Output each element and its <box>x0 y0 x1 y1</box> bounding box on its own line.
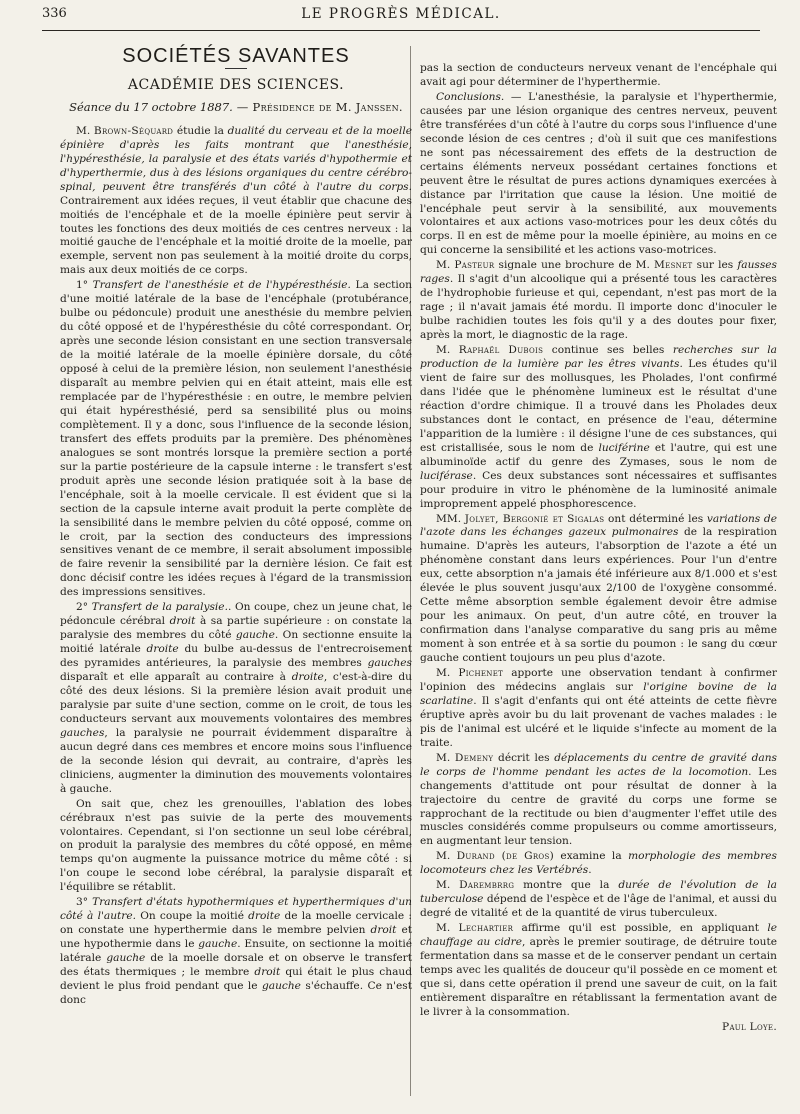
paper-title: l'origine bovine de la scarlatine <box>420 680 777 707</box>
page-header <box>42 4 760 26</box>
author-name: Brown-Séquard <box>93 124 174 137</box>
paragraph: On sait que, chez les grenouilles, l'ablation des lobes cérébraux n'est pas suivie de la perte des mouvements volontaires. Cependant, si l'on sectionne un seul lobe cérébral, on produit la paralysie des membres du côté opposé, en même temps qu'on augmente la puissance motrice du même côté : si l'on coupe le second lobe cérébral, la paralysie disparaît et l'équilibre se rétablit. <box>60 797 412 894</box>
header-rule <box>42 30 760 31</box>
paragraph: 1° Transfert de l'anesthésie et de l'hypéresthésie. La section d'une moitié latérale de la base de l'encéphale (protubérance, bulbe ou pédoncule) produit une anesthésie du membre pelvien du côté opposé et de l'hypéresthésie du côté correspondant. Or, après une seconde lésion consistant en une section transversale de la moitié latérale de la moelle épinière dorsale, du côté opposé à celui de la première lésion, non seulement l'anesthésie disparaît au membre pelvien qui en était atteint, mais elle est remplacée par de l'hypéresthésie : en outre, le membre pelvien qui était hypéresthésié, perd sa sensibilité plus ou moins complètement. Il y a donc, sous l'influence de la seconde lésion, transfert des effets produits par la première. Des phénomènes analogues se sont montrés lorsque la première section a porté sur la partie postérieure de la capsule interne : le transfert s'est produit après une seconde lésion pratiquée soit à la base de l'encéphale, soit à la moelle cervicale. Il est évident que si la section de la capsule interne avait produit la perte complète de la sensibilité dans le membre pelvien du côté opposé, comme on le croit, par la section des conducteurs des impressions sensitives venant de ce membre, il serait absolument impossible de faire revenir la sensibilité par la dernière lésion. Ce fait est donc décisif contre les idées reçues à l'égard de la transmission des impressions sensitives. <box>60 279 412 599</box>
left-column <box>60 42 412 1009</box>
presidence: — Présidence de M. Janssen. <box>232 99 403 114</box>
signature-line <box>420 1021 777 1035</box>
author-name: Mesnet <box>654 259 693 272</box>
author-name: Pichenet <box>458 666 504 679</box>
academy-heading: ACADÉMIE DES SCIENCES. <box>127 76 345 93</box>
author-name: Raphaël Dubois <box>458 344 544 357</box>
paragraph: 2° Transfert de la paralysie.. On coupe, chez un jeune chat, le pédoncule cérébral droit à sa partie supérieure : on constate la paralysie des membres du côté gauche. On sectionne ensuite la moitié latérale droite du bulbe au-dessus de l'entrecroisement des pyramides antérieures, la paralysie des membres gauches disparaît et elle apparaît au contraire à droite, c'est-à-dire du côté des deux lésions. Si la première lésion avait produit une paralysie par suite d'une section, comme on le croit, de tous les conducteurs servant aux mouvements volontaires des membres gauches, la paralysie ne pourrait évidemment disparaître à aucun degré dans ces membres et encore moins sous l'influence de la seconde lésion qui devrait, au contraire, d'après les cliniciens, augmenter la diminution des mouvements volontaires à gauche. <box>60 601 413 795</box>
paper-title: durée de l'évolution de la tuberculose <box>420 879 777 906</box>
paragraph: M. Darembrrg montre que la durée de l'évolution de la tuberculose dépend de l'espèce et de l'âge de l'animal, et aussi du degré de vitalité et de la quantité de virus tuberculeux. <box>420 879 777 920</box>
subsection-title: Transfert d'états hypothermiques et hyperthermiques d'un côté à l'autre. <box>60 896 413 923</box>
author-name: Lechartier <box>458 922 514 935</box>
paper-title: fausses rages <box>420 259 777 286</box>
signature: Paul Loye. <box>722 1020 777 1033</box>
paragraph: Conclusions. — L'anesthésie, la paralysie et l'hyperthermie, causées par une lésion organique des centres nerveux, peuvent être transférées d'un côté à l'autre du corps sous l'influence d'une seconde lésion de ces centres ; d'où il suit que ces manifestions ne sont pas nécessairement des effets de la destruction de certains éléments nerveux possédant certaines fonctions et peuvent être le résultat de pures actions dynamiques exercées à distance par l'irritation que cause la lésion. Une moitié de l'encéphale peut servir à la sensibilité, aux mouvements volontaires et aux actions vaso-motrices pour les deux côtés du corps. Il en est de même pour la moelle épinière, au moins en ce qui concerne la sensibilité et les actions vaso-motrices. <box>420 90 777 257</box>
paragraph: M. Pichenet apporte une observation tendant à confirmer l'opinion des médecins anglais sur l'origine bovine de la scarlatine. Il s'agit d'enfants qui ont été atteints de cette fièvre éruptive après avoir bu du lait provenant de vaches malades : le pis de l'animal est ulcéré et le liquide s'infecte au moment de la traite. <box>420 666 777 749</box>
subsection-title: Conclusions. <box>436 90 505 103</box>
author-name: Jolyet, Bergonié et Sigalas <box>464 512 605 525</box>
paragraph: M. Brown-Séquard étudie la dualité du cerveau et de la moelle épinière d'après les faits montrant que l'anesthésie, l'hypéresthésie, la paralysie et des états variés d'hypothermie et d'hyperthermie, dus à des lésions organiques du centre cérébro-spinal, peuvent être transférés d'un côté à l'autre du corps. Contrairement aux idées reçues, il veut établir que chacune des moitiés de l'encéphale et de la moelle épinière peut servir à toutes les fonctions des deux moitiés de ces centres nerveux : la moitié gauche de l'encéphale et la moitié droite de la moelle, par exemple, servent non pas seulement à la moitié droite du corps, mais aux deux moitiés de ce corps. <box>60 124 412 277</box>
paper-title: le chauffage au cidre <box>420 922 777 949</box>
section-title: SOCIÉTÉS SAVANTES <box>122 45 350 67</box>
author-name: Pasteur <box>454 259 495 272</box>
author-name: Darembrrg <box>459 879 515 892</box>
paper-title: déplacements du centre de gravité dans le corps de l'homme pendant les actes de la locomotion <box>420 751 777 778</box>
paper-title: variations de l'azote dans les échanges gazeux pulmonaires <box>420 512 777 539</box>
paragraph: M. Pasteur signale une brochure de M. Mesnet sur les fausses rages. Il s'agit d'un alcoolique qui a présenté tous les caractères de l'hydrophobie furieuse et qui, cependant, n'est pas mort de la rage ; il n'avait jamais été mordu. Il importe donc d'inoculer le bulbe rachidien toutes les fois qu'il y a des doutes pour fixer, après la mort, le diagnostic de la rage. <box>420 259 777 342</box>
paragraph: M. Raphaël Dubois continue ses belles recherches sur la production de la lumière par les êtres vivants. Les études qu'il vient de faire sur des mollusques, les Pholades, l'ont confirmé dans l'idée que le phénomène lumineux est le résultat d'une réaction d'ordre chimique. Il a trouvé dans les Pholades deux substances dont le contact, en présence de l'eau, détermine l'apparition de la lumière : il désigne l'une de ces substances, qui est cristallisée, sous le nom de luciférine et l'autre, qui est une albuminoïde actif du genre des Zymases, sous le nom de luciférase. Ces deux substances sont nécessaires et suffisantes pour produire in vitro le phénomène de la luminosité animale improprement appelé phosphorescence. <box>420 344 777 510</box>
author-name: Durand (de Gros) <box>456 850 554 863</box>
running-title: LE PROGRÈS MÉDICAL. <box>301 6 501 22</box>
page-number: 336 <box>42 6 67 21</box>
session-line <box>60 101 412 115</box>
paper-title: recherches sur la production de la lumière par les êtres vivants <box>420 344 777 371</box>
paragraph: M. Durand (de Gros) examine la morphologie des membres locomoteurs chez les Vertébrés. <box>420 850 777 877</box>
paragraph: M. Lechartier affirme qu'il est possible, en appliquant le chauffage au cidre, après le premier soutirage, de détruire toute fermentation dans sa masse et de le conserver pendant un certain temps avec les qualités de douceur qu'il possède en ce moment et que si, dans cette opération il prend une saveur de cuit, on la fait entièrement disparaître en rétablissant la fermentation avant de le livrer à la consommation. <box>420 922 777 1018</box>
paragraph: MM. Jolyet, Bergonié et Sigalas ont déterminé les variations de l'azote dans les échanges gazeux pulmonaires de la respiration humaine. D'après les auteurs, l'absorption de l'azote a été un phénomène constant dans leurs expériences. Pour l'un d'entre eux, cette absorption n'a jamais été inférieure aux 8/1.000 et s'est élevée le plus souvent jusqu'aux 2/100 de l'oxygène consommé. Cette même absorption semble également devoir être admise pour les animaux. On peut, d'un autre côté, en trouver la confirmation dans l'analyse comparative du sang pris au même moment à son entrée et à sa sortie du poumon : le sang du cœur gauche contient toujours un peu plus d'azote. <box>420 512 777 665</box>
session-date: Séance du 17 octobre 1887. <box>69 99 233 114</box>
author-name: Demeny <box>454 751 494 764</box>
paragraph: pas la section de conducteurs nerveux venant de l'encéphale qui avait agi pour déterminer de l'hyperthermie. <box>420 62 777 88</box>
right-column <box>420 62 777 1036</box>
paper-title: dualité du cerveau et de la moelle épinière d'après les faits montrant que l'anesthésie, l'hypéresthésie, la paralysie et des états variés d'hypothermie et d'hyperthermie, dus à des lésions organiques du centre cérébro-spinal, peuvent être transférés d'un côté à l'autre du corps. <box>60 124 412 193</box>
subsection-title: Transfert de la paralysie. <box>91 601 228 614</box>
paragraph: M. Demeny décrit les déplacements du centre de gravité dans le corps de l'homme pendant les actes de la locomotion. Les changements d'attitude ont pour résultat de donner à la trajectoire du centre de gravité du corps une forme se rapprochant de la rectitude ou bien d'augmenter l'effet utile des muscles considérés comme propulseurs ou comme amortisseurs, en augmentant leur tension. <box>420 751 777 848</box>
paragraph: 3° Transfert d'états hypothermiques et hyperthermiques d'un côté à l'autre. On coupe la moitié droite de la moelle cervicale : on constate une hyperthermie dans le membre pelvien droit et une hypothermie dans le gauche. Ensuite, on sectionne la moitié latérale gauche de la moelle dorsale et on observe le transfert des états thermiques ; le membre droit qui était le plus chaud devient le plus froid pendant que le gauche s'échauffe. Ce n'est donc <box>60 896 413 1006</box>
paper-title: morphologie des membres locomoteurs chez les Vertébrés <box>420 850 777 877</box>
title-divider <box>225 68 247 69</box>
subsection-title: Transfert de l'anesthésie et de l'hypéresthésie. <box>92 279 351 292</box>
